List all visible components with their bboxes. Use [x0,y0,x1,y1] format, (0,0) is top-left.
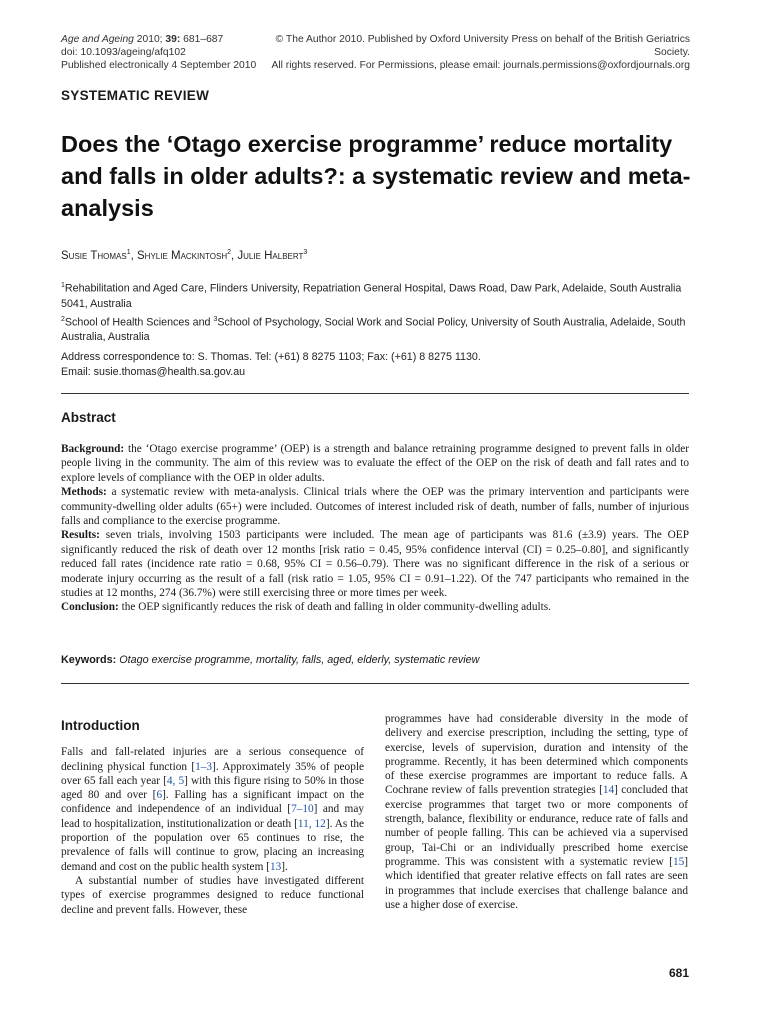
citation-link[interactable]: 6 [156,789,163,802]
abstract-body [61,442,689,615]
body-column-right [385,712,688,912]
affiliation-1: $^1$Rehabilitation and Aged Care, Flinders University, Repatriation General Hospital, Daws Road, Daw Park, Adelaide, South Australia 5041, Australia [61,282,682,310]
citation-link[interactable]: 11, 12 [297,817,326,830]
affiliation-2: $^2$School of Health Sciences and $^3$School of Psychology, Social Work and Social Policy, University of South Australia, Adelaide, South Australia, Australia [61,315,686,344]
citation-link[interactable]: 13 [269,860,282,873]
abstract-results: Results: seven trials, involving 1503 participants were included. The mean age of participants was 81.6 (±3.9) years. The OEP significantly reduced the risk of death over 12 months [risk ratio = 0.45, 95% confidence interval (CI) = 0.25–0.80], and significantly reduced fall rates (incidence rate ratio = 0.68, 95% CI = 0.56–0.79). There was no significant difference in the risk of a serious or moderate injury occurring as the result of a fall (risk ratio = 1.05, 95% CI = 0.91–1.22). Of the 747 participants who remained in the studies at 12 months, 274 (36.7%) were still exercising three or more times per week. [61,529,689,600]
published-date: Published electronically 4 September 2010 [61,60,257,71]
abstract-conclusion: Conclusion: the OEP significantly reduces the risk of death and falling in older community-dwelling adults. [61,601,551,614]
section-label: SYSTEMATIC REVIEW [61,88,210,103]
journal-name: Age and Ageing [61,34,134,45]
volume: 39: [165,34,181,45]
paragraph: A substantial number of studies have investigated different types of exercise programmes designed to reduce functional decline and prevent falls. However, these [61,874,364,916]
journal-citation: Age and Ageing 2010; 39: 681–687 doi: 10.1093/ageing/afq102 Published electronically 4 September 2010 [61,33,311,72]
author-list: Susie Thomas$^1$, Shylie Mackintosh$^2$, Julie Halbert$^3$ [61,249,308,262]
citation-link[interactable]: 1–3 [195,760,213,773]
author-name: Susie Thomas [61,249,127,262]
citation-link[interactable]: 14 [602,784,615,797]
correspondence-address: Address correspondence to: S. Thomas. Tel: (+61) 8 8275 1103; Fax: (+61) 8 8275 1130. [61,351,481,363]
correspondence [61,350,691,380]
citation-link[interactable]: 7–10 [291,803,314,816]
paragraph: Falls and fall-related injuries are a serious consequence of declining physical function [1–3]. Approximately 35% of people over 65 fall each year [4, 5] with this figure rising to 50% in those aged 80 and over [6]. Falling has a significant impact on the confidence and independence of an individual [7–10] and may lead to hospitalization, institutionalization or death [11, 12]. As the proportion of the population over 65 continues to rise, the prevalence of falls will continue to grow, placing an increasing demand and cost on the public health system [13]. [61,746,364,873]
author-name: Shylie Mackintosh [137,249,228,262]
abstract-methods: Methods: a systematic review with meta-analysis. Clinical trials where the OEP was the primary intervention and participants were community-dwelling older adults (65+) were included. Outcomes of interest included risk of death, number of falls, number of injurious falls and compliance to the exercise programme. [61,486,689,528]
copyright-notice: © The Author 2010. Published by Oxford University Press on behalf of the British Geriatrics Society. All rights reserved. For Permissions, please email: journals.permissions@oxfordjournals.org [271,34,690,71]
author-name: Julie Halbert [237,249,304,262]
introduction-heading: Introduction [61,718,140,733]
paragraph: programmes have had considerable diversity in the mode of delivery and exercise prescription, including the setting, type of exercise, levels of supervision, duration and intensity of the programme. Recently, it has been determined which components of these exercise programmes are important to reduce falls. A Cochrane review of falls prevention strategies [14] concluded that exercise programmes that target two or more components of strength, balance, flexibility or endurance, reduce rate of falls and number of people falling. This can be achieved via a supervised group, Tai-Chi or an individually prescribed home exercise programme. This was consistent with a systematic review [15] which identified that greater relative effects on fall rates are seen in programmes that include exercises that challenge balance and use a higher dose of exercise. [385,713,688,911]
body-column-left [61,714,364,917]
page-number: 681 [668,966,689,980]
citation-link[interactable]: 4, 5 [166,774,185,787]
article-title: Does the ‘Otago exercise programme’ reduce mortality and falls in older adults?: a systematic review and meta-analysis [61,131,691,221]
keywords-list: Otago exercise programme, mortality, falls, aged, elderly, systematic review [116,654,480,666]
citation-link[interactable]: 15 [672,855,685,868]
doi: doi: 10.1093/ageing/afq102 [61,47,186,58]
affiliations [61,278,691,345]
correspondence-email: Email: susie.thomas@health.sa.gov.au [61,366,246,378]
keywords-label: Keywords: [61,654,117,666]
abstract-heading: Abstract [61,410,116,425]
keywords [61,654,689,666]
abstract-background: Background: the ‘Otago exercise programme’ (OEP) is a strength and balance retraining programme designed to prevent falls in older people living in the community. The aim of this review was to evaluate the effect of the OEP on the risk of death and fall rates and to explore levels of compliance with the OEP in older adults. [61,443,689,484]
divider [61,683,689,684]
divider [61,393,689,394]
